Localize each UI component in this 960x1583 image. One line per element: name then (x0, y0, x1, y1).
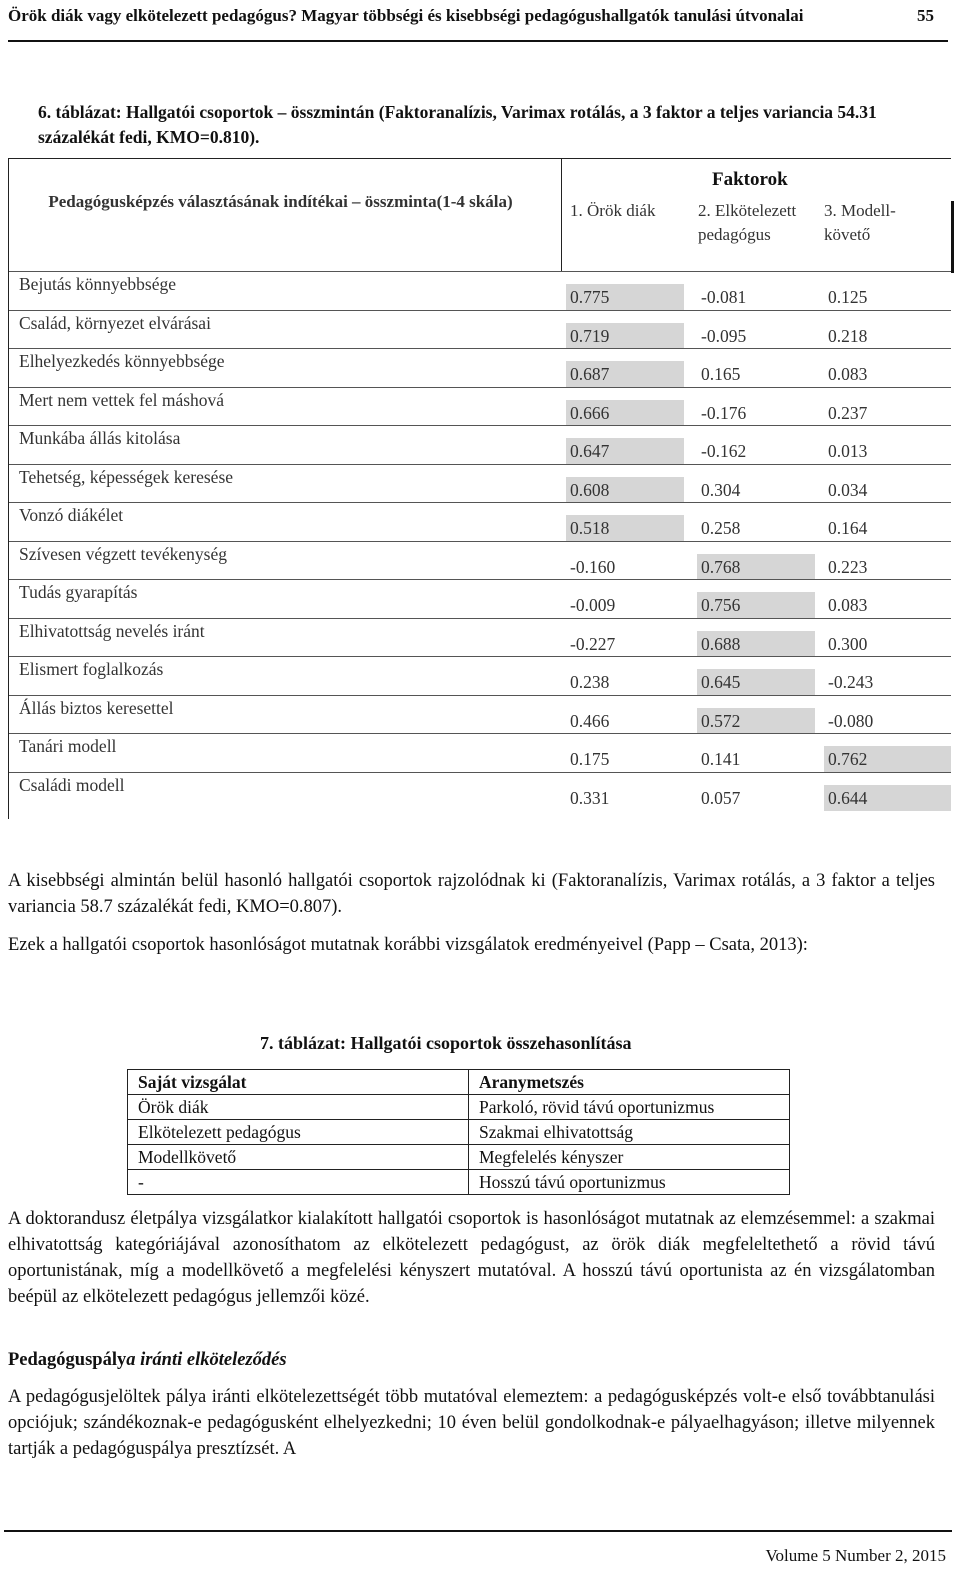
loading-value: -0.160 (570, 556, 616, 577)
section-heading (8, 1350, 287, 1371)
col-header-3: 3. Modell-követő (824, 201, 896, 244)
table6-caption: 6. táblázat: Hallgatói csoportok – összmintán (Faktoranalízis, Varimax rotálás, a 3 faktor a teljes variancia 54.31 százalékát fedi, KMO=0.810). (38, 102, 877, 147)
col-header-2: 2. Elkötelezett pedagógus (698, 201, 797, 244)
table-row (9, 271, 951, 310)
loading-value: 0.175 (570, 749, 610, 769)
table-row (9, 387, 951, 426)
loading-value: 0.223 (828, 556, 868, 577)
factor-table (8, 158, 951, 819)
loading-value: 0.013 (828, 441, 868, 461)
footer-rule (4, 1530, 952, 1532)
loading-value: 0.083 (828, 595, 868, 615)
row-label: Állás biztos keresettel (19, 697, 174, 718)
comparison-table (127, 1069, 790, 1195)
table-row (9, 579, 951, 618)
loading-value: 0.647 (566, 438, 684, 464)
col-header-1: 1. Örök diák (570, 201, 656, 220)
table-row (9, 310, 951, 349)
table-cell: Elkötelezett pedagógus (128, 1120, 469, 1145)
loading-value: 0.165 (701, 364, 741, 384)
loading-value: 0.331 (570, 787, 610, 808)
loading-value: 0.608 (566, 477, 684, 503)
loading-value: 0.164 (828, 518, 868, 538)
paragraph-4: A pedagógusjelöltek pálya iránti elkötelezettségét több mutatóval elemeztem: a pedagógusképzés volt-e első továbbtanulási opciójuk; szándékoznak-e pedagógusként elhelyezkedni; 10 éven belül gondolkodnak-e pályaelhagyáson; illetve milyennek tartják a pedagóguspálya presztízsét. A (8, 1387, 935, 1459)
row-label: Elhelyezkedés könnyebbsége (19, 351, 225, 371)
loading-value: 0.762 (824, 746, 951, 772)
header-cell: Saját vizsgálat (128, 1070, 469, 1095)
loading-value: 0.775 (566, 284, 684, 310)
loading-value: 0.304 (701, 479, 741, 500)
section-heading-plain: Pedagóguspály (8, 1350, 127, 1370)
row-label: Munkába állás kitolása (19, 428, 181, 448)
loading-value: 0.218 (828, 325, 868, 346)
table-row (9, 348, 951, 387)
table-row (9, 464, 951, 503)
loading-value: 0.238 (570, 672, 610, 692)
loading-value: 0.237 (828, 402, 868, 423)
table-row (128, 1095, 790, 1120)
row-label: Vonzó diákélet (19, 505, 124, 525)
loading-value: 0.756 (697, 592, 815, 618)
table-header-row (128, 1070, 790, 1095)
table-cell: - (128, 1170, 469, 1195)
paragraph-2: Ezek a hallgatói csoportok hasonlóságot mutatnak korábbi vizsgálatok eredményeivel (Papp – Csata, 2013): (8, 935, 808, 955)
paragraph-3: A doktorandusz életpálya vizsgálatkor kialakított hallgatói csoportok is hasonlóságot mutatnak az elemzésemmel: a szakmai elhivatottság kategóriájával azonosíthatom az elkötelezett pedagógust, az örök diák megfeleltethető a rövid távú oportunistának, míg a modellkövető a megfelelési kényszert mutatóval. A hosszú távú oportunista az én vizsgálatomban beépül az elkötelezett pedagógus jellemzői közé. (8, 1209, 935, 1307)
row-label: Család, környezet elvárásai (19, 312, 211, 333)
row-label: Tudás gyarapítás (19, 582, 138, 602)
table-row (9, 772, 951, 811)
table-question: Pedagógusképzés választásának indítékai – összminta(1-4 skála) (48, 192, 513, 211)
table-row (9, 541, 951, 580)
loading-value: 0.768 (697, 554, 815, 580)
loading-value: 0.666 (566, 400, 684, 426)
right-edge-bar (951, 201, 954, 273)
row-label: Elismert foglalkozás (19, 659, 164, 679)
loading-value: 0.125 (828, 287, 868, 307)
table7-caption: 7. táblázat: Hallgatói csoportok összehasonlítása (260, 1033, 632, 1053)
loading-value: 0.141 (701, 749, 741, 769)
loading-value: 0.034 (828, 479, 868, 500)
running-title: Örök diák vagy elkötelezett pedagógus? Magyar többségi és kisebbségi pedagógushallgatók tanulási útvonalai (8, 6, 804, 25)
table-row (9, 733, 951, 772)
table-row (9, 656, 951, 695)
loading-value: 0.719 (566, 323, 684, 349)
table-row (9, 618, 951, 657)
footer-volume: Volume 5 Number 2, 2015 (765, 1546, 946, 1565)
table-cell: Parkoló, rövid távú oportunizmus (469, 1095, 790, 1120)
table-row (9, 695, 951, 734)
header-cell: Aranymetszés (469, 1070, 790, 1095)
running-header (8, 6, 948, 42)
row-label: Bejutás könnyebbsége (19, 274, 176, 294)
loading-value: 0.258 (701, 518, 741, 538)
loading-value: 0.466 (570, 710, 610, 731)
table-cell: Hosszú távú oportunizmus (469, 1170, 790, 1195)
row-label: Elhivatottság nevelés iránt (19, 620, 205, 641)
table-row (128, 1145, 790, 1170)
factor-header (561, 159, 952, 271)
row-label: Tanári modell (19, 736, 117, 756)
paragraph-1: A kisebbségi almintán belül hasonló hallgatói csoportok rajzolódnak ki (Faktoranalízis, Varimax rotálás, a 3 faktor a teljes variancia 58.7 százalékát fedi, KMO=0.807). (8, 871, 935, 917)
loading-value: 0.644 (824, 785, 951, 811)
section-heading-italic: a iránti elköteleződés (126, 1350, 287, 1370)
loading-value: 0.572 (697, 708, 815, 734)
table-question-cell (9, 159, 552, 271)
row-label: Mert nem vettek fel máshová (19, 389, 225, 410)
factors-label: Faktorok (712, 169, 788, 190)
loading-value: -0.081 (701, 287, 747, 307)
loading-value: -0.080 (828, 710, 874, 731)
table-cell: Örök diák (128, 1095, 469, 1120)
table-cell: Megfelelés kényszer (469, 1145, 790, 1170)
loading-value: -0.243 (828, 672, 874, 692)
table-row (128, 1120, 790, 1145)
loading-value: 0.083 (828, 364, 868, 384)
table-cell: Modellkövető (128, 1145, 469, 1170)
loading-value: -0.176 (701, 402, 747, 423)
loading-value: 0.518 (566, 515, 684, 541)
table-row (9, 425, 951, 464)
page-number: 55 (917, 6, 934, 25)
loading-value: 0.300 (828, 633, 868, 654)
table-cell: Szakmai elhivatottság (469, 1120, 790, 1145)
row-label: Családi modell (19, 774, 125, 795)
table-row (9, 502, 951, 541)
loading-value: 0.057 (701, 787, 741, 808)
loading-value: 0.645 (697, 669, 815, 695)
row-label: Tehetség, képességek keresése (19, 466, 234, 487)
loading-value: 0.688 (697, 631, 815, 657)
loading-value: -0.009 (570, 595, 616, 615)
loading-value: -0.095 (701, 325, 747, 346)
table-row (128, 1170, 790, 1195)
loading-value: -0.162 (701, 441, 747, 461)
row-label: Szívesen végzett tevékenység (19, 543, 227, 564)
loading-value: -0.227 (570, 633, 616, 654)
loading-value: 0.687 (566, 361, 684, 387)
